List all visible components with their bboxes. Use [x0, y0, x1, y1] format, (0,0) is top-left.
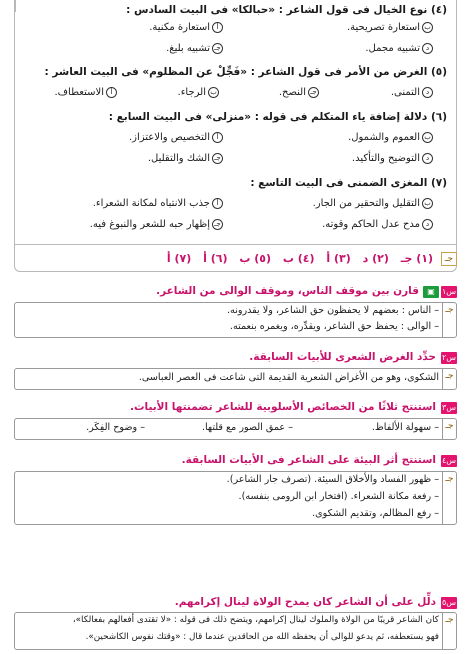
answer-icon: جـ [443, 304, 456, 316]
q6-option-b[interactable]: بالعموم والشمول. [348, 132, 433, 143]
s4-line-3: – رفع المظالم، وتقديم الشكوى. [312, 508, 439, 519]
option-marker: جـ [308, 87, 319, 98]
question-6: (٦) دلالة إضافة ياء المتكلم فى قوله : «منزلى» فى البيت السابع : [108, 111, 447, 123]
answers-row [159, 252, 433, 265]
answers-divider [14, 244, 457, 245]
s5-line-1: كان الشاعر قريبًا من الولاة والملوك لينال إكرامهم، ويتضح ذلك فى قوله : «لا تقتدى أفعالهم بفعالكا»، [72, 615, 439, 625]
option-marker: جـ [212, 219, 223, 230]
answer-icon: جـ [443, 614, 456, 626]
option-marker: جـ [212, 153, 223, 164]
question-tag-4: س٤ [441, 456, 457, 465]
q7-option-c[interactable]: جـإظهار حبه للشعر والنبوغ فيه. [90, 219, 223, 230]
s1-line-2: – الوالى : يحفظ حق الشاعر، ويقدِّره، ويغمره بنعمته. [229, 321, 439, 332]
q5-option-c[interactable]: جـالنصح. [279, 87, 319, 98]
s4-line-1: – ظهور الفساد والأخلاق السيئة. (تصرف جار الشاعر). [226, 474, 439, 485]
q6-option-a[interactable]: أالتخصيص والاعتزاز. [129, 132, 223, 143]
q4-option-b[interactable]: باستعارة تصريحية. [347, 22, 433, 33]
option-marker: د [422, 43, 433, 54]
s3-title: استنتج ثلاثًا من الخصائص الأسلوبية للشاعر تضمنتها الأبيات. [129, 401, 436, 413]
q7-option-a[interactable]: أجذب الانتباه لمكانة الشعراء. [93, 198, 223, 209]
question-tag-2: س٢ [441, 353, 457, 362]
option-marker: د [422, 87, 433, 98]
option-marker: د [422, 219, 433, 230]
option-marker: أ [212, 22, 223, 33]
q5-option-b[interactable]: بالرجاء. [178, 87, 219, 98]
option-marker: ب [422, 22, 433, 33]
q4-option-d[interactable]: دتشبيه مجمل. [365, 43, 433, 54]
question-7: (٧) المغزى الضمنى فى البيت التاسع : [250, 177, 447, 189]
answer-3: (٣) أ [326, 252, 351, 265]
option-marker: ب [422, 198, 433, 209]
s2-line-1: الشكوى، وهو من الأغراض الشعرية القديمة التى شاعت فى العصر العباسى. [138, 372, 439, 383]
s3-item-1: – سهولة الألفاظ. [371, 422, 439, 433]
question-tag-3: س٣ [441, 403, 457, 412]
s5-title: دلِّل على أن الشاعر كان يمدح الولاة لينال إكرامهم. [174, 596, 436, 608]
q7-option-d[interactable]: دمدح عدل الحاكم وقوته. [322, 219, 433, 230]
s1-title: قارن بين موقف الناس، وموقف الوالى من الشاعر. [156, 285, 419, 297]
q5-option-d[interactable]: دالتمنى. [391, 87, 433, 98]
option-marker: أ [106, 87, 117, 98]
q5-option-a[interactable]: أالاستعطاف. [55, 87, 118, 98]
q6-option-c[interactable]: جـالشك والتقليل. [148, 153, 223, 164]
s4-line-2: – رفعة مكانة الشعراء. (افتخار ابن الرومى بنفسه). [238, 491, 439, 502]
option-marker: أ [212, 198, 223, 209]
s3-item-2: – عمق الصور مع قلتها. [201, 422, 293, 433]
answer-icon: جـ [443, 473, 456, 485]
option-marker: أ [212, 132, 223, 143]
answer-4: (٤) ب [282, 252, 315, 265]
s1-line-1: – الناس : بعضهم لا يحفظون حق الشاعر، ولا يقدرونه. [227, 305, 439, 316]
book-icon: ▣ [423, 286, 439, 298]
option-marker: جـ [212, 43, 223, 54]
answer-icon: جـ [441, 252, 457, 266]
frame-tab [15, 0, 23, 12]
answer-icon: جـ [443, 420, 456, 432]
option-marker: ب [208, 87, 219, 98]
question-5: (٥) الغرض من الأمر فى قول الشاعر : «فَجِّلْ عن المظلوم» فى البيت العاشر : [44, 66, 447, 78]
question-4: (٤) نوع الخيال فى قول الشاعر : «حبالكا» فى البيت السادس : [126, 4, 447, 16]
q4-option-c[interactable]: جـتشبيه بليغ. [166, 43, 223, 54]
s5-line-2: فهو يستعطفه، ثم يدعو للوالى أن يحفظه الله من الحاقدين عندما قال : «وقتك نفوس الكاشحين». [85, 632, 439, 642]
question-tag-5: س٥ [441, 598, 457, 607]
answer-7: (٧) أ [166, 252, 192, 265]
question-tag-1: س١ [441, 287, 457, 296]
q7-option-b[interactable]: بالتقليل والتحقير من الجار. [313, 198, 433, 209]
option-marker: د [422, 153, 433, 164]
answer-1: (١) جـ [400, 252, 433, 265]
answer-5: (٥) ب [239, 252, 271, 265]
q6-option-d[interactable]: دالتوضيح والتأكيد. [352, 153, 433, 164]
s2-title: حدِّد الغرض الشعرى للأبيات السابقة. [249, 351, 436, 363]
s4-title: استنتج أثر البيئة على الشاعر فى الأبيات السابقة. [181, 454, 436, 466]
answer-6: (٦) أ [203, 252, 228, 265]
s3-item-3: – وضوح الفِكَر. [86, 422, 145, 433]
q4-option-a[interactable]: أاستعارة مكنية. [149, 22, 223, 33]
answer-icon: جـ [443, 370, 456, 382]
answer-2: (٢) د [362, 252, 389, 265]
option-marker: ب [422, 132, 433, 143]
